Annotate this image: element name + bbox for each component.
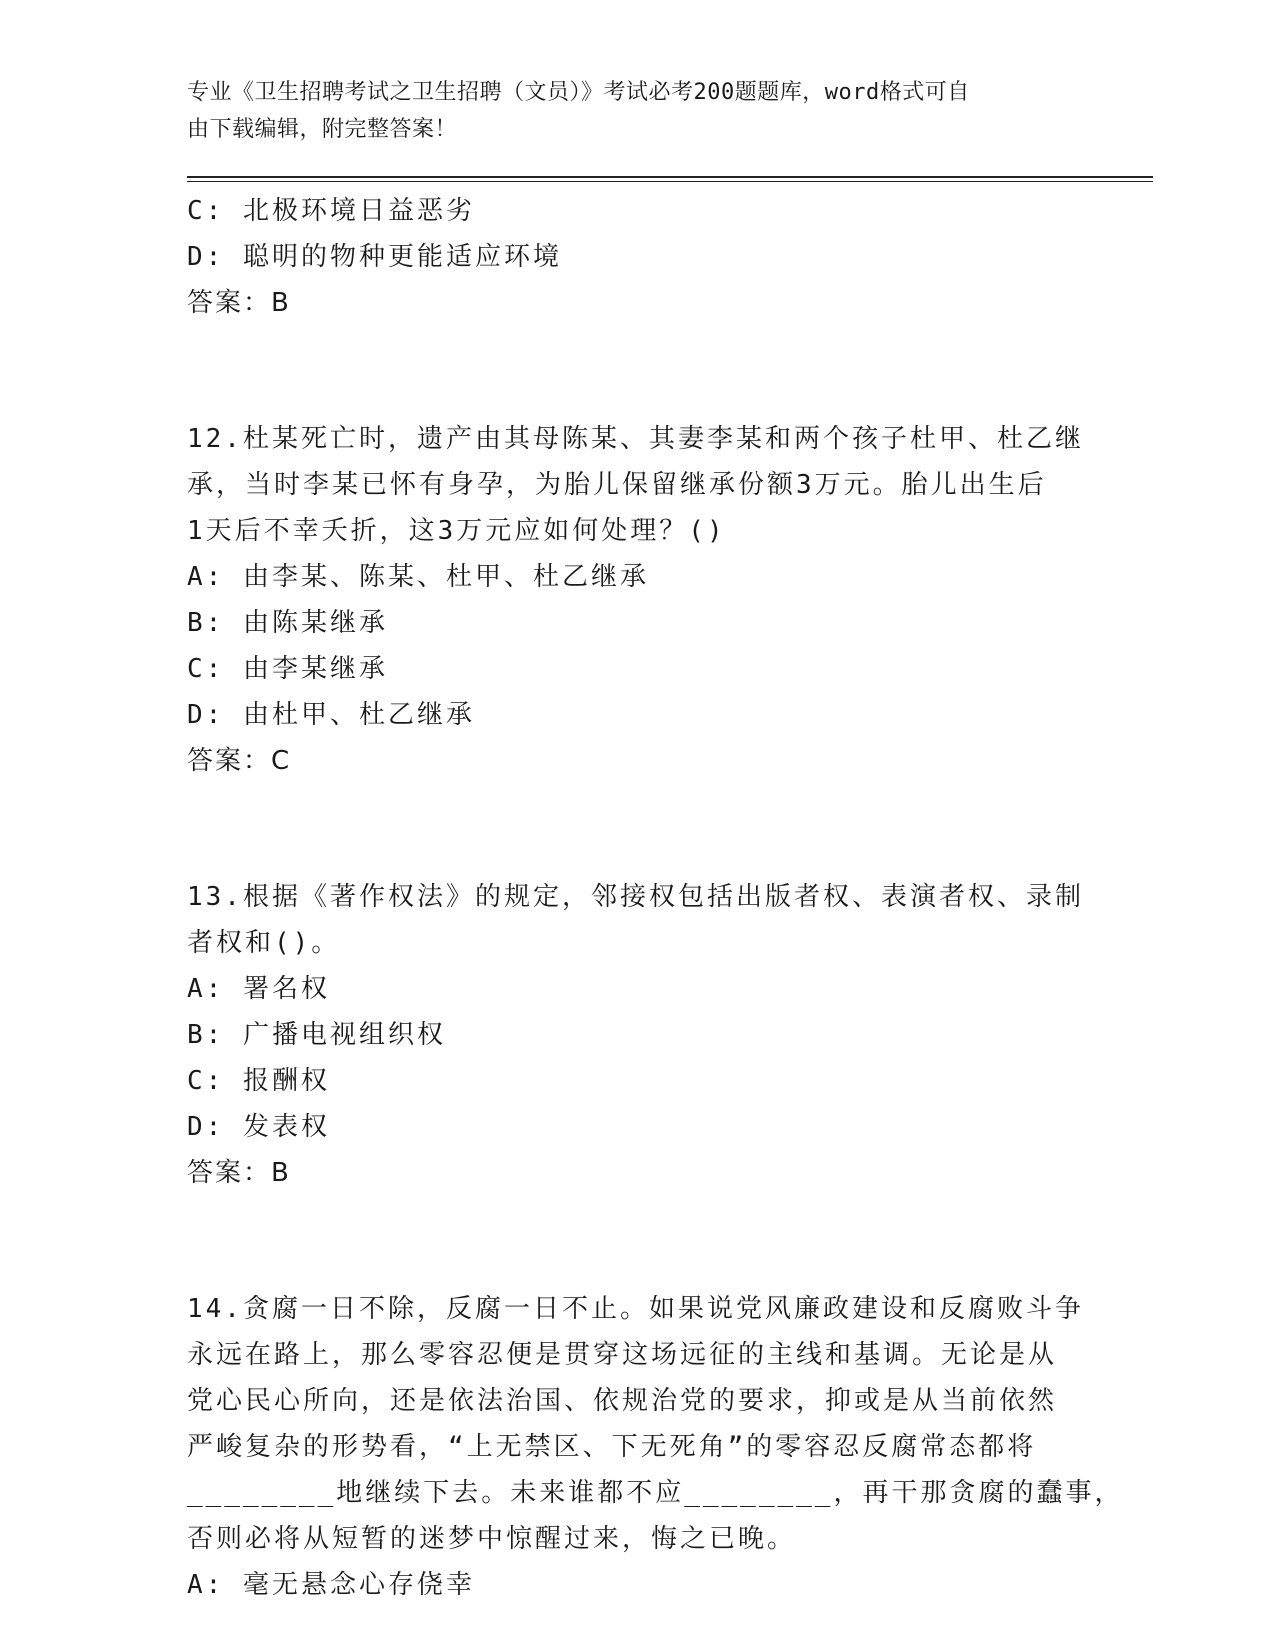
- header-rule-thin: [187, 181, 1153, 182]
- stem-line: 党心民心所向，还是依法治国、依规治党的要求，抑或是从当前依然: [187, 1386, 1058, 1416]
- stem-line: 13.根据《著作权法》的规定，邻接权包括出版者权、表演者权、录制: [187, 882, 1084, 912]
- header-rule-thick: [187, 176, 1153, 178]
- stem-line: 者权和()。: [187, 928, 341, 958]
- spacer: [187, 326, 1087, 416]
- question-stem: [187, 874, 1084, 966]
- option-c: C: 北极环境日益恶劣: [187, 196, 475, 226]
- option-c: C: 报酬权: [187, 1066, 330, 1096]
- stem-line: 永远在路上，那么零容忍便是贯穿这场远征的主线和基调。无论是从: [187, 1340, 1058, 1370]
- stem-line: 承，当时李某已怀有身孕，为胎儿保留继承份额3万元。胎儿出生后: [187, 470, 1047, 500]
- option-a: A: 毫无悬念心存侥幸: [187, 1570, 475, 1600]
- option-a: A: 署名权: [187, 974, 330, 1004]
- answer-line: 答案：C: [187, 746, 292, 776]
- header-line-2: 由下载编辑，附完整答案！: [187, 117, 458, 142]
- stem-line: 严峻复杂的形势看，“上无禁区、下无死角”的零容忍反腐常态都将: [187, 1432, 1037, 1462]
- stem-line: 否则必将从短暂的迷梦中惊醒过来，悔之已晚。: [187, 1524, 797, 1554]
- question-11-tail: [187, 188, 1087, 326]
- question-13: [187, 874, 1087, 1196]
- answer-line: 答案：B: [187, 1158, 291, 1188]
- option-d: D: 由杜甲、杜乙继承: [187, 700, 475, 730]
- option-b: B: 广播电视组织权: [187, 1020, 446, 1050]
- stem-line: ________地继续下去。未来谁都不应________，再干那贪腐的蠢事，: [187, 1478, 1124, 1508]
- document-header: [187, 74, 1067, 148]
- question-stem: [187, 1286, 1124, 1562]
- spacer: [187, 784, 1087, 874]
- header-line-1: 专业《卫生招聘考试之卫生招聘（文员）》考试必考200题题库，word格式可自: [187, 80, 970, 105]
- question-12: [187, 416, 1087, 784]
- option-c: C: 由李某继承: [187, 654, 388, 684]
- option-b: B: 由陈某继承: [187, 608, 388, 638]
- option-d: D: 发表权: [187, 1112, 330, 1142]
- question-14: [187, 1286, 1124, 1608]
- stem-line: 1天后不幸夭折，这3万元应如何处理？(): [187, 516, 726, 546]
- option-a: A: 由李某、陈某、杜甲、杜乙继承: [187, 562, 649, 592]
- spacer: [187, 1196, 1087, 1286]
- stem-line: 12.杜某死亡时，遗产由其母陈某、其妻李某和两个孩子杜甲、杜乙继: [187, 424, 1084, 454]
- question-list: [187, 188, 1124, 1608]
- question-stem: [187, 416, 1084, 554]
- option-d: D: 聪明的物种更能适应环境: [187, 242, 562, 272]
- answer-line: 答案：B: [187, 288, 291, 318]
- stem-line: 14.贪腐一日不除，反腐一日不止。如果说党风廉政建设和反腐败斗争: [187, 1294, 1084, 1324]
